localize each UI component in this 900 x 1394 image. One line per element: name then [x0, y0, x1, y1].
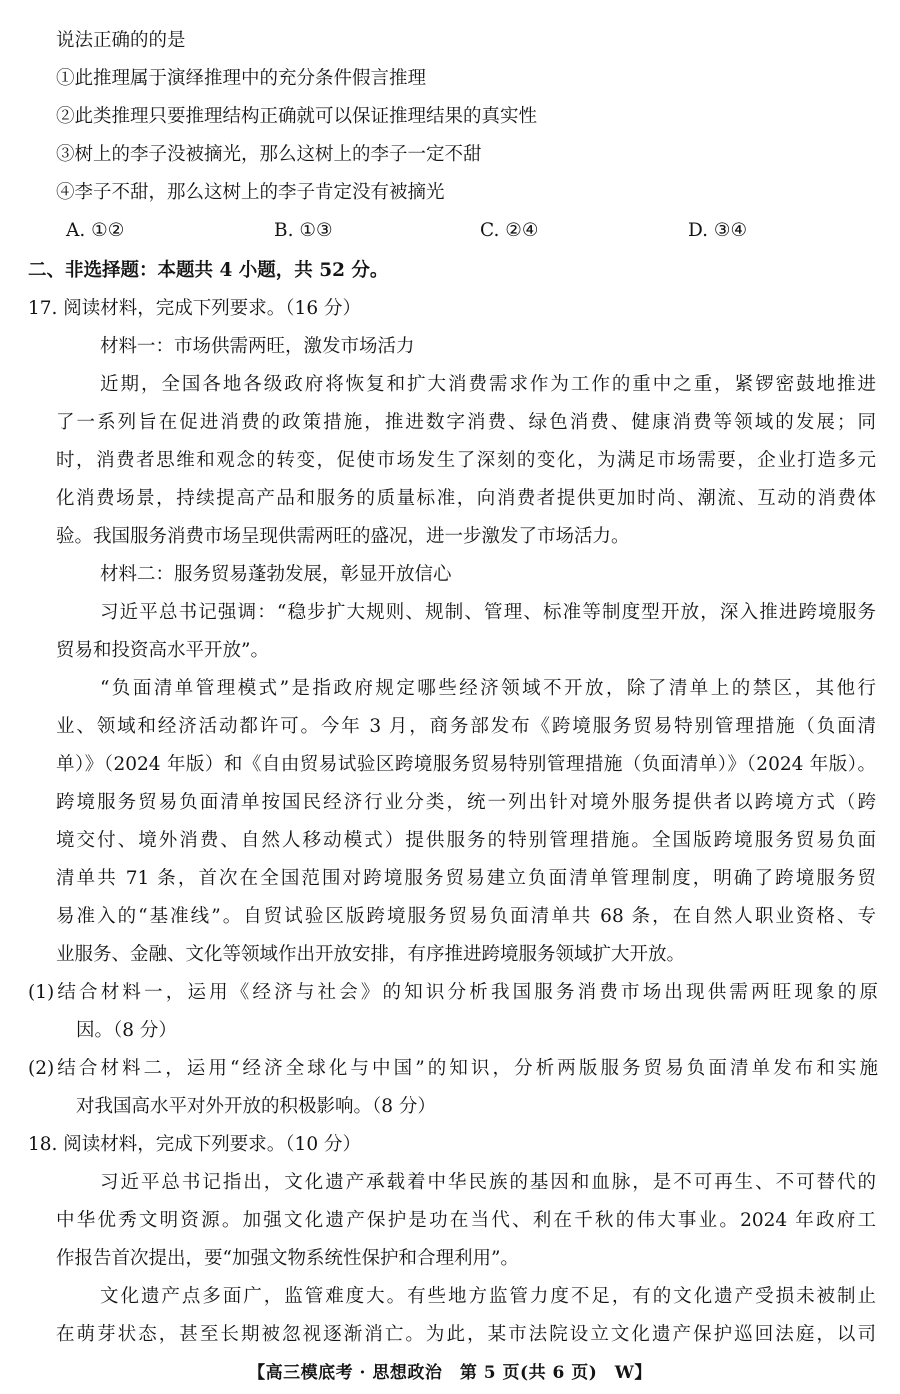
- q17-m2-p1-line-1: 习近平总书记强调：“稳步扩大规则、规制、管理、标准等制度型开放，深入推进跨境服务: [100, 602, 876, 623]
- q16-option-b: B. ①③: [274, 220, 333, 241]
- q17-m2-p2-line-6: 清单共 71 条，首次在全国范围对跨境服务贸易建立负面清单管理制度，明确了跨境服务贸: [56, 868, 876, 889]
- q17-sub-question-1-cont: 因。（8 分）: [76, 1020, 177, 1041]
- q17-sub-question-2-cont: 对我国高水平对外开放的积极影响。（8 分）: [76, 1096, 436, 1117]
- q17-m2-p2-line-2: 业、领域和经济活动都许可。今年 3 月，商务部发布《跨境服务贸易特别管理措施（负面清: [56, 716, 876, 737]
- q16-option-a: A. ①②: [66, 220, 125, 241]
- q17-m2-p2-line-8: 业服务、金融、文化等领域作出开放安排，有序推进跨境服务领域扩大开放。: [56, 944, 686, 965]
- q17-material-2-title: 材料二：服务贸易蓬勃发展，彰显开放信心: [100, 564, 452, 585]
- q18-p1-line-2: 中华优秀文明资源。加强文化遗产保护是功在当代、利在千秋的伟大事业。2024 年政府工: [56, 1210, 876, 1231]
- page-footer: 【高三模底考 · 思想政治 第 5 页(共 6 页) W】: [248, 1363, 652, 1383]
- q18-p1-line-1: 习近平总书记指出，文化遗产承载着中华民族的基因和血脉，是不可再生、不可替代的: [100, 1172, 876, 1193]
- q17-sub-question-2: (2)结合材料二，运用“经济全球化与中国”的知识，分析两版服务贸易负面清单发布和实施: [28, 1058, 878, 1079]
- q16-statement-3: ③树上的李子没被摘光，那么这树上的李子一定不甜: [56, 144, 482, 165]
- q17-sub-question-1: (1)结合材料一，运用《经济与社会》的知识分析我国服务消费市场出现供需两旺现象的原: [28, 982, 878, 1003]
- q17-m1-line-3: 时，消费者思维和观念的转变，促使市场发生了深刻的变化，为满足市场需要，企业打造多元: [56, 450, 876, 471]
- q16-statement-2: ②此类推理只要推理结构正确就可以保证推理结果的真实性: [56, 106, 538, 127]
- q17-m2-p1-line-2: 贸易和投资高水平开放”。: [56, 640, 269, 661]
- q16-lead: 说法正确的的是: [56, 30, 186, 51]
- q17-m2-p2-line-3: 单）》（2024 年版）和《自由贸易试验区跨境服务贸易特别管理措施（负面清单）》（2024 年版）。: [56, 754, 876, 775]
- q18-p2-line-1: 文化遗产点多面广，监管难度大。有些地方监管力度不足，有的文化遗产受损未被制止: [100, 1286, 876, 1307]
- q17-m1-line-5: 验。我国服务消费市场呈现供需两旺的盛况，进一步激发了市场活力。: [56, 526, 630, 547]
- q17-m1-line-2: 了一系列旨在促进消费的政策措施，推进数字消费、绿色消费、健康消费等领域的发展；同: [56, 412, 876, 433]
- q17-m2-p2-line-5: 境交付、境外消费、自然人移动模式）提供服务的特别管理措施。全国版跨境服务贸易负面: [56, 830, 876, 851]
- q17-stem: 17. 阅读材料，完成下列要求。（16 分）: [28, 298, 361, 319]
- q17-m2-p2-line-7: 易准入的“基准线”。自贸试验区版跨境服务贸易负面清单共 68 条，在自然人职业资格、专: [56, 906, 876, 927]
- q17-m1-line-4: 化消费场景，持续提高产品和服务的质量标准，向消费者提供更加时尚、潮流、互动的消费体: [56, 488, 876, 509]
- q16-option-c: C. ②④: [480, 220, 539, 241]
- q17-material-1-title: 材料一：市场供需两旺，激发市场活力: [100, 336, 415, 357]
- q16-statement-1: ①此推理属于演绎推理中的充分条件假言推理: [56, 68, 427, 89]
- q18-stem: 18. 阅读材料，完成下列要求。（10 分）: [28, 1134, 361, 1155]
- q16-statement-4: ④李子不甜，那么这树上的李子肯定没有被摘光: [56, 182, 445, 203]
- q18-p1-line-3: 作报告首次提出，要“加强文物系统性保护和合理利用”。: [56, 1248, 519, 1269]
- q17-m2-p2-line-4: 跨境服务贸易负面清单按国民经济行业分类，统一列出针对境外服务提供者以跨境方式（跨: [56, 792, 876, 813]
- q18-p2-line-2: 在萌芽状态，甚至长期被忽视逐渐消亡。为此，某市法院设立文化遗产保护巡回法庭，以司: [56, 1324, 876, 1345]
- q17-m1-line-1: 近期，全国各地各级政府将恢复和扩大消费需求作为工作的重中之重，紧锣密鼓地推进: [100, 374, 876, 395]
- q17-m2-p2-line-1: “负面清单管理模式”是指政府规定哪些经济领域不开放，除了清单上的禁区，其他行: [100, 678, 876, 699]
- section-2-heading: 二、非选择题：本题共 4 小题，共 52 分。: [28, 260, 389, 281]
- q16-option-d: D. ③④: [688, 220, 748, 241]
